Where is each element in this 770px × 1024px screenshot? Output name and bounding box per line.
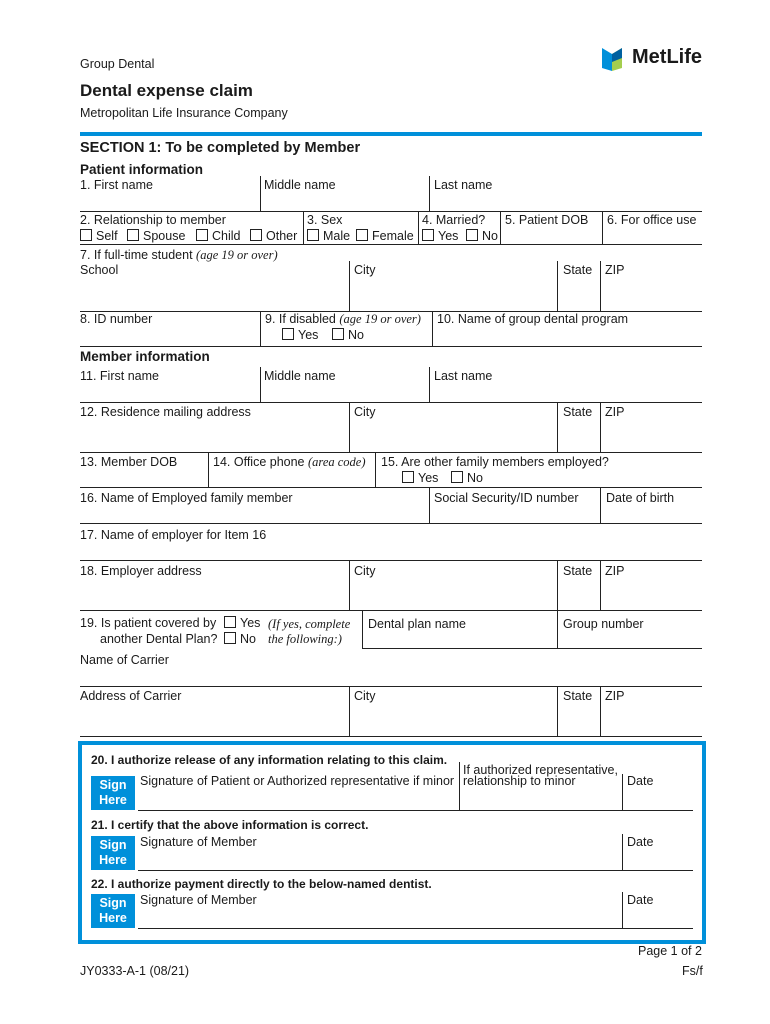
checkbox-icon — [402, 471, 414, 483]
sex-female-checkbox[interactable]: Female — [356, 229, 414, 243]
auth-rep-label: If authorized representative, — [463, 763, 618, 777]
employer-name-field[interactable] — [80, 560, 702, 561]
form-code: JY0333-A-1 (08/21) — [80, 964, 190, 978]
page-number: Page 1 of 2 — [638, 944, 702, 958]
city-label: City — [354, 263, 376, 277]
logo-text: MetLife — [632, 46, 702, 68]
group-label: Group Dental — [80, 57, 155, 71]
dob-label: Date of birth — [606, 491, 675, 505]
checkbox-icon — [451, 471, 463, 483]
checkbox-icon — [196, 229, 208, 241]
checkbox-icon — [356, 229, 368, 241]
carrier-city-label: City — [354, 689, 376, 703]
covered-note-2: the following:) — [268, 632, 342, 646]
rel-spouse-checkbox[interactable]: Spouse — [127, 229, 185, 243]
covered-label-2: another Dental Plan? — [100, 632, 218, 646]
married-yes-checkbox[interactable]: Yes — [422, 229, 458, 243]
sig-patient-label: Signature of Patient or Authorized representative if minor — [140, 774, 455, 788]
member-dob-field[interactable] — [80, 487, 702, 488]
checkbox-icon — [224, 632, 236, 644]
employed-member-label: 16. Name of Employed family member — [80, 491, 293, 505]
disabled-label: 9. If disabled (age 19 or over) — [265, 312, 421, 326]
sig-member-label-21: Signature of Member — [140, 835, 257, 849]
date-label-22: Date — [627, 893, 654, 907]
rel-child-checkbox[interactable]: Child — [196, 229, 241, 243]
sign-here-badge-20: Sign Here — [91, 776, 135, 810]
checkbox-icon — [224, 616, 236, 628]
disabled-yes-checkbox[interactable]: Yes — [282, 328, 318, 342]
dental-plan-field[interactable] — [362, 648, 702, 649]
married-no-checkbox[interactable]: No — [466, 229, 498, 243]
residence-zip-label: ZIP — [605, 405, 625, 419]
date-label-20: Date — [627, 774, 654, 788]
patient-info-heading: Patient information — [80, 162, 204, 177]
ssn-label: Social Security/ID number — [434, 491, 579, 505]
date-label-21: Date — [627, 835, 654, 849]
carrier-address-field[interactable] — [80, 736, 702, 737]
state-label: State — [563, 263, 593, 277]
signature-field-22[interactable] — [138, 928, 693, 929]
residence-city-label: City — [354, 405, 376, 419]
auth-rep-label-2: relationship to minor — [463, 774, 576, 788]
member-info-heading: Member information — [80, 349, 210, 364]
last-name-label: Last name — [434, 178, 493, 192]
id-number-label: 8. ID number — [80, 312, 153, 326]
signature-field-21[interactable] — [138, 870, 693, 871]
married-label: 4. Married? — [422, 213, 486, 227]
patient-dob-label: 5. Patient DOB — [505, 213, 589, 227]
residence-label: 12. Residence mailing address — [80, 405, 251, 419]
signature-field-20[interactable] — [138, 810, 693, 811]
other-employed-label: 15. Are other family members employed? — [381, 455, 609, 469]
residence-field[interactable] — [80, 452, 702, 453]
page-title: Dental expense claim — [80, 81, 253, 100]
section-heading: SECTION 1: To be completed by Member — [80, 140, 361, 156]
employer-address-field[interactable] — [80, 610, 702, 611]
dental-plan-label: Dental plan name — [368, 617, 466, 631]
employer-address-label: 18. Employer address — [80, 564, 202, 578]
member-last-name-label: Last name — [434, 369, 493, 383]
group-number-label: Group number — [563, 617, 644, 631]
checkbox-icon — [250, 229, 262, 241]
first-name-field[interactable] — [80, 211, 702, 212]
auth-21-label: 21. I certify that the above information is correct. — [91, 818, 369, 832]
member-middle-name-label: Middle name — [264, 369, 336, 383]
zip-label: ZIP — [605, 263, 625, 277]
group-program-label: 10. Name of group dental program — [437, 312, 629, 326]
auth-22-label: 22. I authorize payment directly to the below-named dentist. — [91, 877, 432, 891]
carrier-name-field[interactable] — [80, 686, 702, 687]
checkbox-icon — [80, 229, 92, 241]
member-first-name-label: 11. First name — [80, 369, 159, 383]
sig-member-label-22: Signature of Member — [140, 893, 257, 907]
member-dob-label: 13. Member DOB — [80, 455, 178, 469]
employer-zip-label: ZIP — [605, 564, 625, 578]
checkbox-icon — [332, 328, 344, 340]
carrier-state-label: State — [563, 689, 593, 703]
other-employed-yes-checkbox[interactable]: Yes — [402, 471, 438, 485]
checkbox-icon — [422, 229, 434, 241]
metlife-logo — [600, 44, 710, 72]
covered-no-checkbox[interactable]: No — [224, 632, 256, 646]
checkbox-icon — [127, 229, 139, 241]
sign-here-badge-21: Sign Here — [91, 836, 135, 870]
sex-label: 3. Sex — [307, 213, 343, 227]
patient-dob-field[interactable] — [80, 244, 702, 245]
covered-yes-checkbox[interactable]: Yes — [224, 616, 260, 630]
office-use-label: 6. For office use — [607, 213, 697, 227]
disabled-no-checkbox[interactable]: No — [332, 328, 364, 342]
rel-other-checkbox[interactable]: Other — [250, 229, 297, 243]
school-label: School — [80, 263, 119, 277]
residence-state-label: State — [563, 405, 593, 419]
employer-city-label: City — [354, 564, 376, 578]
employer-state-label: State — [563, 564, 593, 578]
carrier-name-label: Name of Carrier — [80, 653, 169, 667]
auth-20-label: 20. I authorize release of any information relating to this claim. — [91, 753, 448, 767]
checkbox-icon — [466, 229, 478, 241]
metlife-logo-icon — [600, 44, 628, 72]
carrier-zip-label: ZIP — [605, 689, 625, 703]
office-phone-label: 14. Office phone (area code) — [213, 455, 366, 469]
covered-label: 19. Is patient covered by — [80, 616, 217, 630]
id-number-field[interactable] — [80, 346, 702, 347]
sign-here-badge-22: Sign Here — [91, 894, 135, 928]
employer-name-label: 17. Name of employer for Item 16 — [80, 528, 267, 542]
carrier-address-label: Address of Carrier — [80, 689, 182, 703]
checkbox-icon — [307, 229, 319, 241]
other-employed-no-checkbox[interactable]: No — [451, 471, 483, 485]
relationship-label: 2. Relationship to member — [80, 213, 226, 227]
middle-name-label: Middle name — [264, 178, 336, 192]
rel-self-checkbox[interactable]: Self — [80, 229, 118, 243]
sex-male-checkbox[interactable]: Male — [307, 229, 350, 243]
checkbox-icon — [282, 328, 294, 340]
fulltime-label: 7. If full-time student (age 19 or over) — [80, 248, 278, 262]
covered-note-1: (If yes, complete — [268, 617, 351, 631]
member-name-field[interactable] — [80, 402, 702, 403]
first-name-label: 1. First name — [80, 178, 153, 192]
form-suffix: Fs/f — [682, 964, 703, 978]
employed-member-field[interactable] — [80, 523, 702, 524]
company-name: Metropolitan Life Insurance Company — [80, 106, 288, 120]
header-rule — [80, 132, 702, 136]
